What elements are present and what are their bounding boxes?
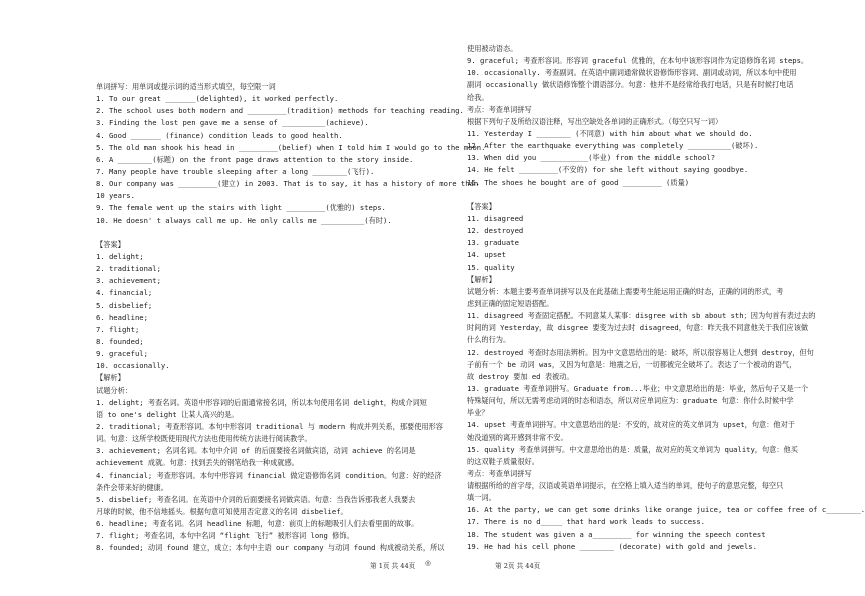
text-line: 词。句意：这所学校既使用现代方法也使用传统方法进行阅读教学。 — [96, 434, 312, 444]
text-line: 8. Our company was _________(建立) in 2003. That is to say, it has a history of more than — [96, 179, 479, 189]
text-line: 副词 occasionally 做状语修饰整个谓语部分。句意：他并不是经常给我打电话，只是有时候打电话 — [467, 80, 794, 90]
text-line: 6. A ________(标题) on the front page draws attention to the story inside. — [96, 154, 414, 164]
text-line: 她没道别的离开感到非常不安。 — [467, 432, 568, 442]
text-line: 4. financial; — [96, 288, 153, 298]
text-line: 【答案】 — [467, 201, 496, 211]
footer-left-page-number: 第 1页 共 44页 — [370, 562, 416, 570]
text-line: 15. quality — [467, 262, 515, 272]
text-line: 7. flight; — [96, 324, 140, 334]
text-line: 7. Many people have trouble sleeping after a long ________(飞行). — [96, 166, 375, 176]
text-line: 2. The school uses both modern and _________(tradition) methods for teaching reading. — [96, 106, 464, 116]
text-line: 9. The female went up the stairs with light _________(优雅的) steps. — [96, 203, 386, 213]
text-line: 12. After the earthquake everything was completely __________(破坏). — [467, 141, 759, 151]
text-line: 填一词。 — [467, 493, 496, 503]
text-line: 12. destroyed — [467, 226, 524, 236]
text-line: 15. quality 考查单词拼写。中文意思给出的是：质量，故对应的英文单词为 quality，句意：他买 — [467, 444, 798, 454]
text-line: achievement 成就。句意：找到丢失的钢笔给我一种成就感。 — [96, 458, 299, 468]
text-line: 特殊疑问句，所以无需考虑动词的时态和语态，所以对应单词应为：graduate 句意：你什么时候中学 — [467, 396, 794, 406]
text-line: 3. Finding the lost pen gave me a sense of __________(achieve). — [96, 118, 369, 128]
text-line: 14. upset 考查单词拼写。中文意思给出的是：不安的，故对应的英文单词为 upset，句意：他对于 — [467, 420, 795, 430]
text-line: 使用被动语态。 — [467, 44, 518, 53]
text-line: 7. flight; 考查名词，本句中名词 “flight 飞行” 被形容词 long 修饰。 — [96, 531, 354, 541]
text-line: 16. At the party, we can get some drinks like orange juice, tea or coffee free of c________. — [467, 505, 865, 515]
text-line: 10. occasionally. 考查副词。在英语中副词通常做状语修饰形容词、副词或动词，所以本句中使用 — [467, 68, 797, 78]
text-line: 6. headline; — [96, 312, 148, 322]
text-line: 13. graduate 考查单词拼写。Graduate from...毕业；中文意思给出的是：毕业，然后句子又是一个 — [467, 383, 809, 393]
text-line: 9. graceful; 考查形容词。形容词 graceful 优雅的，在本句中该形容词作为定语修饰名词 steps。 — [467, 56, 809, 66]
text-line: 子前有一个 be 动词 was，又因为句意是：地震之后，一切都被完全破坏了。表达了一个被动的语气， — [467, 359, 797, 369]
text-line: 1. delight; — [96, 251, 144, 261]
text-line: 给我。 — [467, 92, 489, 102]
text-line: 故 destroy 要加 ed 表被动。 — [467, 371, 574, 381]
text-line: 5. disbelief; 考查名词。在英语中介词的后面要接名词做宾语。句意：当我告诉那我老人我要去 — [96, 494, 416, 504]
text-line: 8. founded; 动词 found 建立，成立；本句中主语 our company 与动词 found 构成被动关系，所以 — [96, 543, 445, 553]
footer-binding-mark: ◎ — [425, 559, 431, 567]
text-line: 根据下列句子及所给汉语注释，写出空缺处各单词的正确形式。（每空只写一词） — [467, 116, 723, 126]
text-line: 3. achievement; — [96, 276, 161, 286]
text-line: 13. graduate — [467, 238, 519, 248]
text-line: 请根据所给的首字母，汉语或英语单词提示，在空格上填入适当的单词，使句子的意思完整，每空只 — [467, 481, 784, 491]
text-line: 6. headline; 考查名词。名词 headline 标题，句意：前页上的标题吸引人们去看里面的故事。 — [96, 519, 419, 529]
text-line: 11. disagreed — [467, 213, 524, 223]
text-line: 10 years. — [96, 191, 135, 201]
text-line: 1. To our great _______(delighted), it worked perfectly. — [96, 94, 339, 104]
text-line: 考点：考查单词拼写 — [467, 468, 532, 478]
text-line: 10. occasionally. — [96, 361, 170, 371]
text-line: 4. Good _______ (finance) condition leads to good health. — [96, 130, 343, 140]
text-line: 【解析】 — [467, 274, 496, 284]
text-line: 什么的行为。 — [467, 335, 511, 345]
text-line: 考点：考查单词拼写 — [467, 104, 532, 114]
text-line: 14. upset — [467, 250, 506, 260]
text-line: 5. disbelief; — [96, 300, 153, 310]
text-line: 【解析】 — [96, 373, 125, 383]
text-line: 5. The old man shook his head in _________(belief) when I told him I would go to the moon. — [96, 142, 486, 152]
text-line: 试题分析：本题主要考查单词拼写以及在此基础上需要考生能运用正确的时态，正确的词的形式，考 — [467, 286, 784, 296]
page-footer — [0, 560, 861, 572]
text-line: 9. graceful; — [96, 349, 148, 359]
text-line: 11. Yesterday I ________ (不同意) with him about what we should do. — [467, 128, 753, 138]
text-line: 语 to one's delight 让某人高兴的是。 — [96, 409, 239, 419]
text-line: 条件会带来好的健康。 — [96, 482, 168, 492]
text-line: 18. The student was given a a_________ for winning the speech contest — [467, 529, 766, 539]
text-line: 8. founded; — [96, 336, 144, 346]
right-page-column — [467, 43, 865, 553]
text-line: 19. He had his cell phone ________ (decorate) with gold and jewels. — [467, 541, 757, 551]
text-line: 10. He doesn' t always call me up. He only calls me __________(有时). — [96, 215, 392, 225]
text-line: 月球的时候，他不信地摇头。根据句意可知使用否定意义的名词 disbelief。 — [96, 506, 348, 516]
blank-line — [96, 227, 438, 239]
footer-right-page-number: 第 2页 共 44页 — [495, 562, 541, 570]
text-line: 3. achievement; 名词名词。本句中介词 of 的后面要接名词做宾语，动词 achieve 的名词是 — [96, 446, 416, 456]
text-line: 13. When did you ___________(毕业) from the middle school? — [467, 153, 716, 163]
text-line: 1. delight; 考查名词。英语中形容词的后面通常接名词，所以本句使用名词 delight，构成介词短 — [96, 397, 427, 407]
text-line: 2. traditional; — [96, 264, 161, 274]
text-line: 14. He felt _________(不安的) for she left without saying goodbye. — [467, 165, 749, 175]
text-line: 【答案】 — [96, 239, 125, 249]
text-line: 11. disagreed 考查固定搭配。不同意某人某事：disgree with sb about sth；因为句首有表过去的 — [467, 311, 816, 321]
text-line: 17. There is no d_____ that hard work leads to success. — [467, 517, 705, 527]
text-line: 时间的词 Yesterday，故 disgree 要变为过去时 disagreed，句意：昨天我不同意他关于我们应该做 — [467, 323, 809, 333]
text-line: 单词拼写：用单词或提示词的适当形式填空，每空限一词 — [96, 82, 276, 91]
text-line: 12. destroyed 考查时态用法辨析。因为中文意思给出的是：破坏，所以很容易让人想到 destroy，但句 — [467, 347, 814, 357]
text-line: 试题分析： — [96, 385, 132, 395]
text-line: 虑到正确的固定短语搭配。 — [467, 298, 554, 308]
text-line: 毕业？ — [467, 408, 489, 418]
text-line: 4. financial; 考查形容词。本句中形容词 financial 做定语修饰名词 condition。句意：好的经济 — [96, 470, 442, 480]
text-line: 15. The shoes he bought are of good _________ (质量) — [467, 177, 690, 187]
text-line: 的这双鞋子质量很好。 — [467, 456, 539, 466]
text-line: 2. traditional; 考查形容词。本句中形容词 traditional 与 modern 构成并列关系，那要使用形容 — [96, 421, 443, 431]
blank-line — [467, 189, 814, 201]
